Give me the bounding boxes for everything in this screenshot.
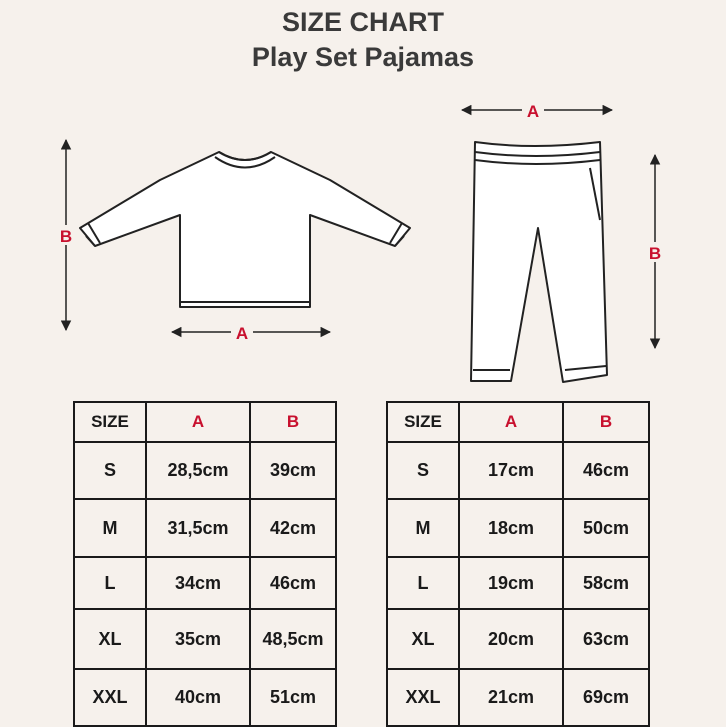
b-cell: 48,5cm: [250, 609, 336, 669]
size-cell: XXL: [387, 669, 459, 726]
size-cell: L: [387, 557, 459, 609]
a-cell: 28,5cm: [146, 442, 250, 499]
size-header: SIZE: [74, 402, 146, 442]
page-subtitle: Play Set Pajamas: [251, 42, 475, 72]
table-row: [74, 669, 336, 726]
table-header-row: [74, 402, 336, 442]
page-title: SIZE CHART: [282, 7, 444, 37]
b-cell: 63cm: [563, 609, 649, 669]
a-header: A: [459, 402, 563, 442]
table-row: [387, 609, 649, 669]
long-sleeve-top-icon: [80, 152, 410, 307]
size-cell: XL: [74, 609, 146, 669]
size-cell: M: [74, 499, 146, 557]
b-cell: 46cm: [563, 442, 649, 499]
table-row: [74, 499, 336, 557]
table-row: [387, 669, 649, 726]
table-row: [387, 442, 649, 499]
table-row: [74, 442, 336, 499]
size-cell: XL: [387, 609, 459, 669]
a-cell: 35cm: [146, 609, 250, 669]
b-header: B: [563, 402, 649, 442]
b-cell: 51cm: [250, 669, 336, 726]
a-cell: 34cm: [146, 557, 250, 609]
size-cell: M: [387, 499, 459, 557]
top-size-table: [73, 401, 337, 727]
b-cell: 42cm: [250, 499, 336, 557]
pants-width-label: A: [526, 102, 540, 121]
table-header-row: [387, 402, 649, 442]
a-cell: 19cm: [459, 557, 563, 609]
pants-length-label: B: [648, 244, 662, 263]
a-header: A: [146, 402, 250, 442]
top-width-label: A: [235, 324, 249, 343]
size-cell: L: [74, 557, 146, 609]
b-cell: 39cm: [250, 442, 336, 499]
top-length-label: B: [59, 227, 73, 246]
b-cell: 69cm: [563, 669, 649, 726]
size-header: SIZE: [387, 402, 459, 442]
table-row: [74, 609, 336, 669]
a-cell: 18cm: [459, 499, 563, 557]
size-cell: S: [387, 442, 459, 499]
table-row: [387, 557, 649, 609]
size-cell: S: [74, 442, 146, 499]
b-cell: 58cm: [563, 557, 649, 609]
size-cell: XXL: [74, 669, 146, 726]
a-cell: 31,5cm: [146, 499, 250, 557]
a-cell: 40cm: [146, 669, 250, 726]
table-row: [387, 499, 649, 557]
b-cell: 46cm: [250, 557, 336, 609]
pants-icon: [471, 142, 607, 382]
b-header: B: [250, 402, 336, 442]
table-row: [74, 557, 336, 609]
a-cell: 17cm: [459, 442, 563, 499]
b-cell: 50cm: [563, 499, 649, 557]
pants-size-table: [386, 401, 650, 727]
a-cell: 20cm: [459, 609, 563, 669]
a-cell: 21cm: [459, 669, 563, 726]
